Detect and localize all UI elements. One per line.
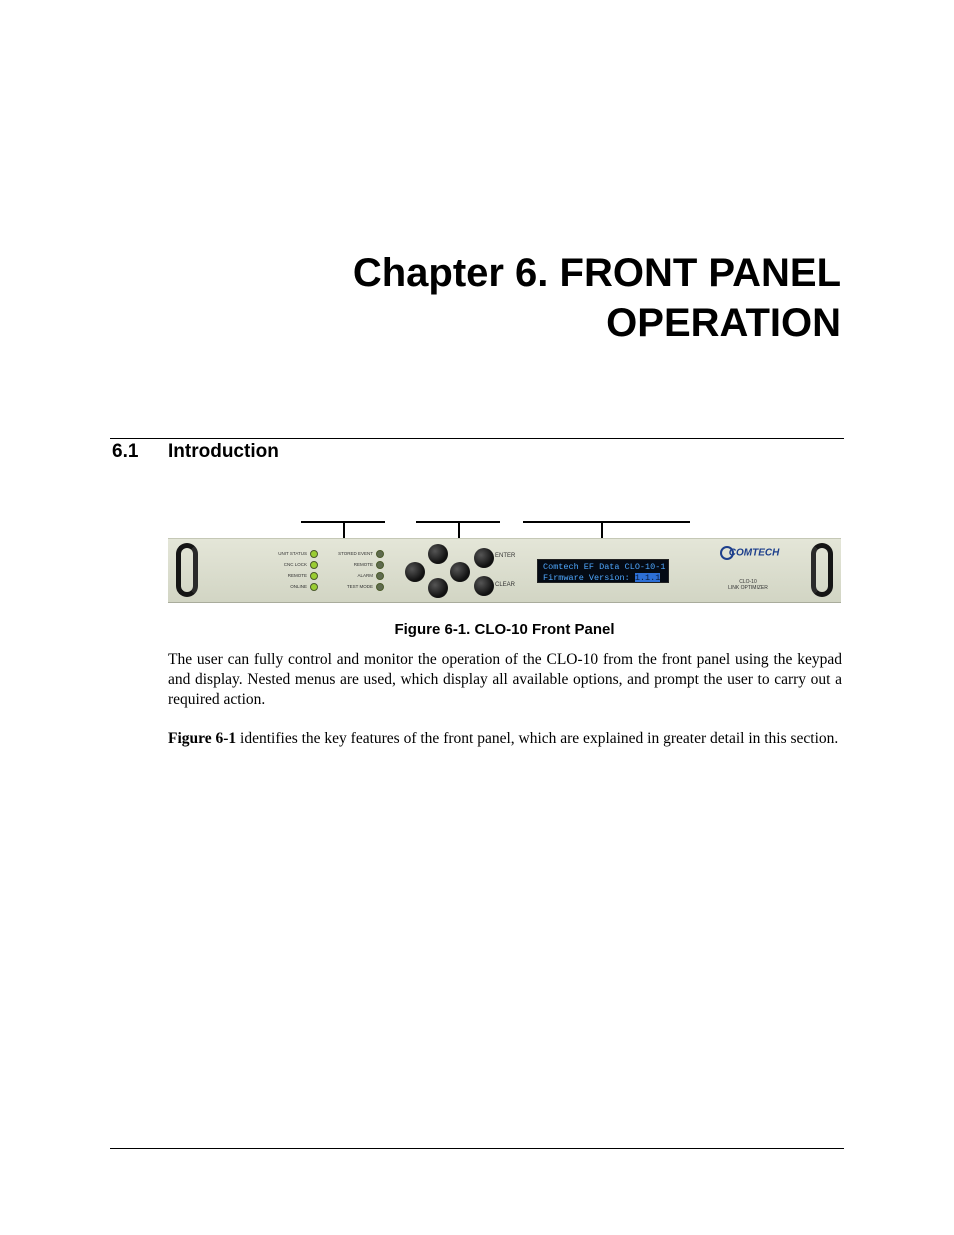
enter-key-label: ENTER <box>495 553 516 559</box>
left-rack-handle <box>176 543 198 597</box>
led-group-right <box>328 548 384 592</box>
figure-reference-paragraph <box>168 729 842 749</box>
vfd-line2 <box>543 573 668 584</box>
vfd-line1: Comtech EF Data CLO-10-1 <box>543 562 666 572</box>
led-row <box>258 570 318 581</box>
section-number: 6.1 <box>112 441 139 462</box>
led-group-left <box>258 548 318 592</box>
figure-reference-text: identifies the key features of the front panel, which are explained in greater detail in this section. <box>236 730 839 747</box>
led-label: ALARM <box>357 573 373 578</box>
up-arrow-key[interactable] <box>428 544 448 564</box>
figure-reference: Figure 6-1 <box>168 730 237 747</box>
chapter-title-line1: Chapter 6. FRONT PANEL <box>352 251 841 295</box>
vfd-firmware-value: 1.1.1 <box>634 572 661 583</box>
led-label: REMOTE <box>287 573 307 578</box>
led-label: REMOTE <box>353 562 373 567</box>
led-row <box>328 570 384 581</box>
section-heading <box>112 441 279 463</box>
brand-name: COMTECH <box>728 547 780 559</box>
chapter-title <box>141 248 841 348</box>
led-row <box>328 559 384 570</box>
test-mode-led-icon <box>376 583 384 591</box>
model-description: LINK OPTIMIZER <box>728 585 768 591</box>
led-label: ONLINE <box>290 584 307 589</box>
vfd-display <box>537 559 669 583</box>
clear-key[interactable] <box>474 576 494 596</box>
online-led-icon <box>310 583 318 591</box>
stored-event-led-icon <box>376 550 384 558</box>
intro-paragraph: The user can fully control and monitor the operation of the CLO-10 from the front panel using the keypad and display. Nested menus are used, which display all available options, and prompt the user to carry out a required action. <box>168 651 842 708</box>
comtech-logo <box>720 546 779 560</box>
down-arrow-key[interactable] <box>428 578 448 598</box>
alarm-led-icon <box>376 572 384 580</box>
model-name: CLO-10 <box>739 579 757 585</box>
remote-led-icon <box>376 561 384 569</box>
footer-rule <box>110 1148 844 1149</box>
callout-display-bar <box>523 521 690 523</box>
section-top-rule <box>110 438 844 439</box>
model-label <box>724 579 772 591</box>
led-row <box>258 559 318 570</box>
led-row <box>328 548 384 559</box>
section-title: Introduction <box>168 441 279 462</box>
unit-status-led-icon <box>310 550 318 558</box>
led-row <box>258 548 318 559</box>
cnc-lock-led-icon <box>310 561 318 569</box>
right-rack-handle <box>811 543 833 597</box>
vfd-line2-prefix: Firmware Version: <box>543 572 635 583</box>
front-panel-figure <box>168 538 841 603</box>
led-label: UNIT STATUS <box>278 551 307 556</box>
enter-key[interactable] <box>474 548 494 568</box>
led-label: STORED EVENT <box>338 551 373 556</box>
led-row <box>258 581 318 592</box>
clear-key-label: CLEAR <box>495 582 516 588</box>
left-arrow-key[interactable] <box>405 562 425 582</box>
remote-led-icon <box>310 572 318 580</box>
chapter-title-line2: OPERATION <box>606 301 841 345</box>
led-label: CNC LOCK <box>283 562 307 567</box>
led-row <box>328 581 384 592</box>
led-label: TEST MODE <box>346 584 373 589</box>
right-arrow-key[interactable] <box>450 562 470 582</box>
figure-caption: Figure 6-1. CLO-10 Front Panel <box>394 621 615 638</box>
